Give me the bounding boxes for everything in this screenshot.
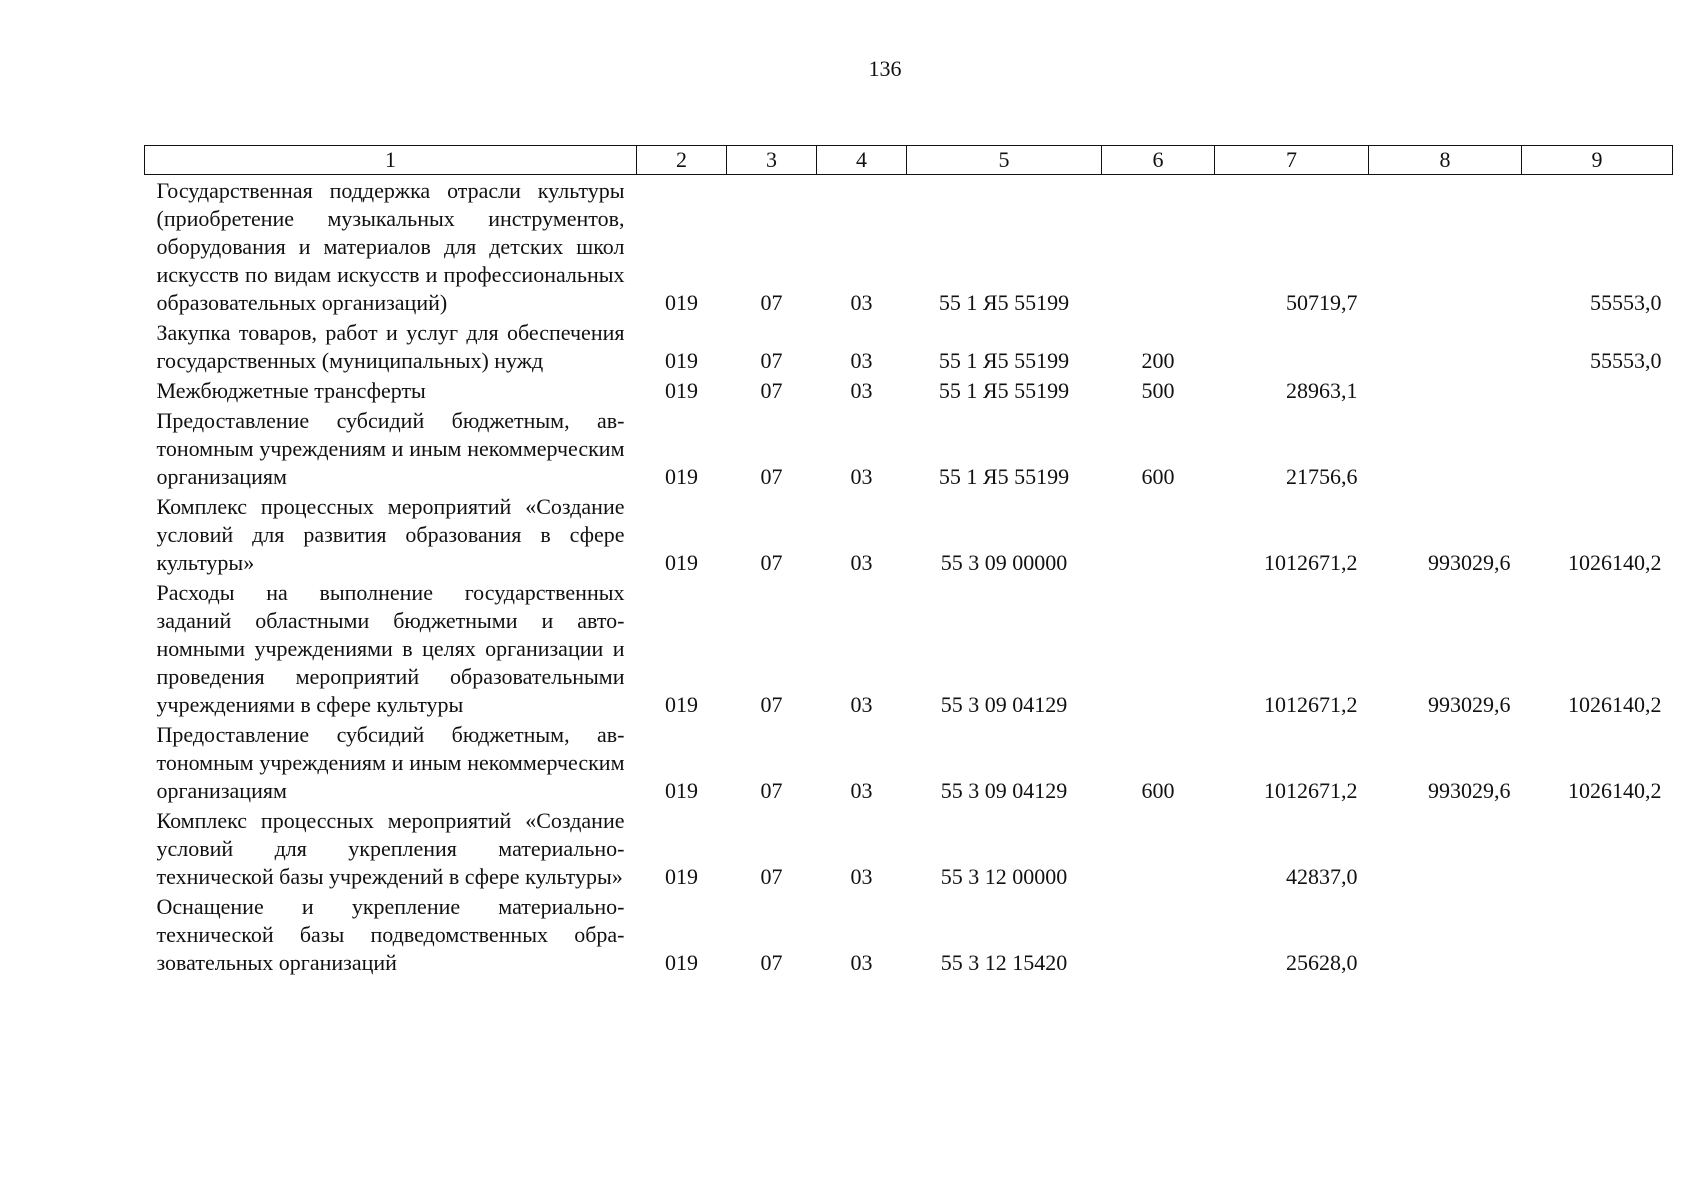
row-name: Межбюджетные трансферты <box>156 378 426 403</box>
row-amount-col8: 993029,6 <box>1428 550 1511 575</box>
row-target-code: 55 3 09 04129 <box>940 778 1068 803</box>
row-subsection-code: 03 <box>850 290 873 315</box>
row-subsection-code: 03 <box>850 950 873 975</box>
row-admin-code: 019 <box>665 348 698 373</box>
row-amount-col7: 28963,1 <box>1286 378 1358 403</box>
row-admin-code: 019 <box>665 950 698 975</box>
row-admin-code: 019 <box>665 378 698 403</box>
row-amount-col7 <box>1215 317 1369 375</box>
column-header-8: 8 <box>1369 146 1522 175</box>
row-section-code: 07 <box>760 950 783 975</box>
row-target-code: 55 3 12 00000 <box>940 864 1068 889</box>
row-amount-col9: 1026140,2 <box>1568 550 1662 575</box>
row-name: Государственная поддержка отрасли культуры (приобретение музыкальных инструментов, оборудования и материалов для детских школ искусств по видам искусств и профессиональных образовательных организаций) <box>156 178 625 315</box>
row-subsection-code: 03 <box>850 864 873 889</box>
row-target-code: 55 1 Я5 55199 <box>938 290 1070 315</box>
row-admin-code: 019 <box>665 290 698 315</box>
row-subsection-code: 03 <box>850 464 873 489</box>
row-amount-col9: 55553,0 <box>1590 290 1662 315</box>
row-subsection-code: 03 <box>850 378 873 403</box>
row-section-code: 07 <box>760 378 783 403</box>
table-row <box>145 577 1673 719</box>
row-amount-col9 <box>1522 805 1673 891</box>
row-section-code: 07 <box>760 464 783 489</box>
row-section-code: 07 <box>760 290 783 315</box>
page-number: 136 <box>868 56 902 81</box>
row-name: Комплекс процессных мероприятий «Создание условий для укрепления материально-технической базы учреждений в сфере культуры» <box>156 808 625 889</box>
row-admin-code: 019 <box>665 778 698 803</box>
row-target-code: 55 3 09 04129 <box>940 692 1068 717</box>
budget-table <box>144 145 1673 977</box>
row-subsection-code: 03 <box>850 778 873 803</box>
column-header-3: 3 <box>727 146 817 175</box>
row-section-code: 07 <box>760 550 783 575</box>
row-amount-col7: 1012671,2 <box>1264 778 1358 803</box>
row-target-code: 55 3 12 15420 <box>940 950 1068 975</box>
row-section-code: 07 <box>760 348 783 373</box>
row-admin-code: 019 <box>665 864 698 889</box>
row-expense-type: 200 <box>1141 348 1175 373</box>
row-admin-code: 019 <box>665 692 698 717</box>
row-name: Расходы на выполнение государственных заданий областными бюджетными и автономными учреждениями в целях организации и проведения мероприятий образовательными учреждениями в сфере культуры <box>156 580 625 717</box>
row-target-code: 55 1 Я5 55199 <box>938 348 1070 373</box>
row-name: Комплекс процессных мероприятий «Создание условий для развития образования в сфере культуры» <box>156 494 625 575</box>
table-row <box>145 891 1673 977</box>
column-header-4: 4 <box>817 146 907 175</box>
row-expense-type: 600 <box>1141 464 1175 489</box>
row-amount-col7: 50719,7 <box>1286 290 1358 315</box>
column-header-7: 7 <box>1215 146 1369 175</box>
row-expense-type <box>1102 175 1215 318</box>
row-subsection-code: 03 <box>850 348 873 373</box>
table-row <box>145 317 1673 375</box>
row-admin-code: 019 <box>665 550 698 575</box>
row-amount-col8 <box>1369 375 1522 405</box>
table-row <box>145 175 1673 318</box>
row-name: Предоставление субсидий бюджетным, автономным учреждениям и иным некоммерческим организациям <box>156 722 625 803</box>
row-admin-code: 019 <box>665 464 698 489</box>
row-amount-col7: 25628,0 <box>1286 950 1358 975</box>
table-row <box>145 719 1673 805</box>
row-amount-col7: 21756,6 <box>1286 464 1358 489</box>
row-target-code: 55 1 Я5 55199 <box>938 378 1070 403</box>
row-amount-col7: 1012671,2 <box>1264 550 1358 575</box>
row-expense-type <box>1102 491 1215 577</box>
row-amount-col8 <box>1369 891 1522 977</box>
row-amount-col9 <box>1522 375 1673 405</box>
row-target-code: 55 3 09 00000 <box>940 550 1068 575</box>
row-subsection-code: 03 <box>850 692 873 717</box>
row-amount-col9: 1026140,2 <box>1568 778 1662 803</box>
row-name: Закупка товаров, работ и услуг для обеспечения государственных (муниципальных) нужд <box>156 320 625 373</box>
table-row <box>145 405 1673 491</box>
row-name: Предоставление субсидий бюджетным, автономным учреждениям и иным некоммерческим организациям <box>156 408 625 489</box>
row-subsection-code: 03 <box>850 550 873 575</box>
row-section-code: 07 <box>760 864 783 889</box>
row-target-code: 55 1 Я5 55199 <box>938 464 1070 489</box>
table-row <box>145 491 1673 577</box>
row-amount-col8 <box>1369 805 1522 891</box>
row-amount-col7: 1012671,2 <box>1264 692 1358 717</box>
column-header-1: 1 <box>145 146 637 175</box>
row-expense-type <box>1102 805 1215 891</box>
row-section-code: 07 <box>760 778 783 803</box>
row-amount-col9: 1026140,2 <box>1568 692 1662 717</box>
row-name: Оснащение и укрепление материально-технической базы подведомственных образовательных организаций <box>156 894 625 975</box>
column-header-5: 5 <box>907 146 1102 175</box>
table-body <box>145 175 1673 978</box>
row-section-code: 07 <box>760 692 783 717</box>
row-amount-col9: 55553,0 <box>1590 348 1662 373</box>
column-header-9: 9 <box>1522 146 1673 175</box>
table-row <box>145 375 1673 405</box>
table-header <box>145 146 1673 175</box>
row-amount-col9 <box>1522 891 1673 977</box>
row-expense-type <box>1102 577 1215 719</box>
row-amount-col8: 993029,6 <box>1428 778 1511 803</box>
column-header-6: 6 <box>1102 146 1215 175</box>
header-row <box>145 146 1673 175</box>
row-expense-type <box>1102 891 1215 977</box>
row-amount-col7: 42837,0 <box>1286 864 1358 889</box>
row-amount-col8: 993029,6 <box>1428 692 1511 717</box>
row-expense-type: 500 <box>1141 378 1175 403</box>
row-expense-type: 600 <box>1141 778 1175 803</box>
row-amount-col8 <box>1369 317 1522 375</box>
row-amount-col9 <box>1522 405 1673 491</box>
column-header-2: 2 <box>637 146 727 175</box>
row-amount-col8 <box>1369 405 1522 491</box>
row-amount-col8 <box>1369 175 1522 318</box>
table-row <box>145 805 1673 891</box>
